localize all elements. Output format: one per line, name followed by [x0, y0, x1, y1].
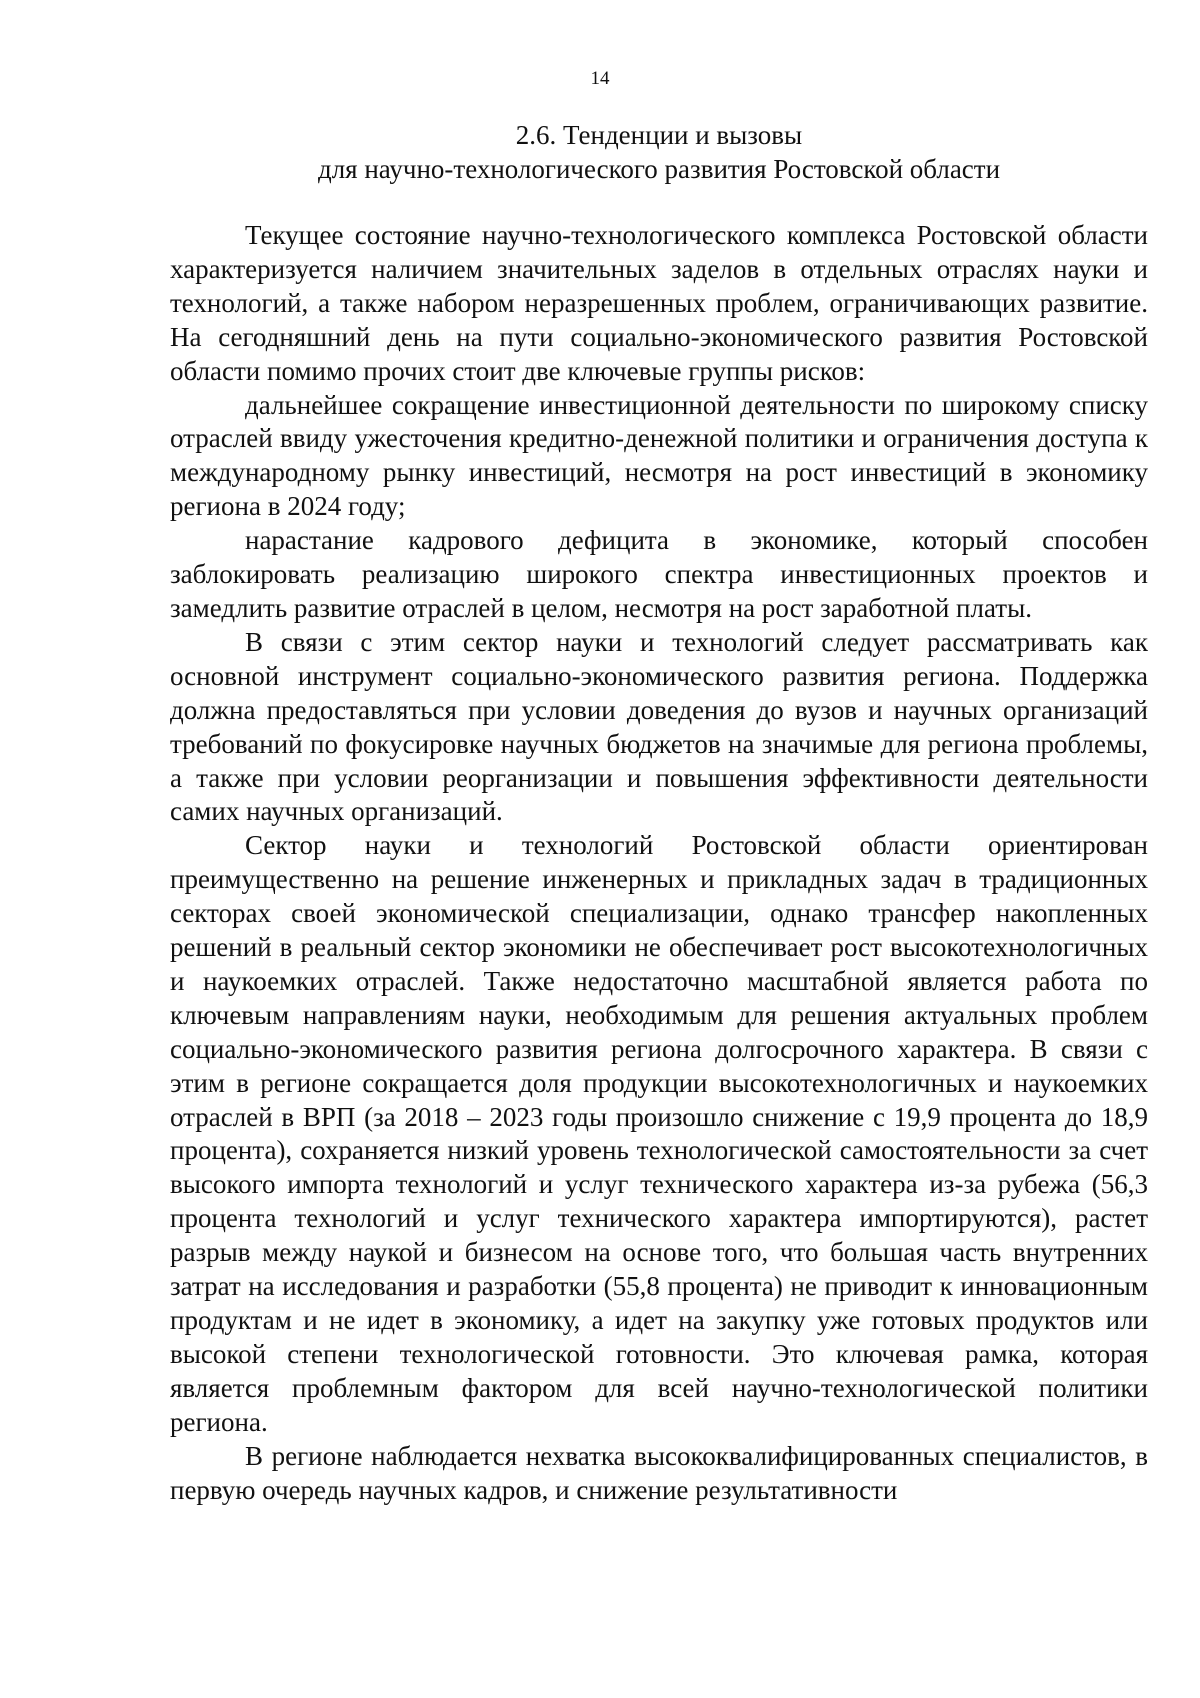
section-heading: [170, 118, 1148, 186]
paragraph-risk-investment: дальнейшее сокращение инвестиционной деятельности по широкому списку отраслей ввиду ужесточения кредитно-денежной политики и ограничения доступа к международному рынку инвестиций, несмотря на рост инвестиций в экономику региона в 2024 году;: [170, 389, 1148, 522]
section-heading-line-2: для научно-технологического развития Ростовской области: [317, 154, 1001, 184]
page-number: 14: [590, 68, 610, 89]
section-heading-line-1: 2.6. Тенденции и вызовы: [515, 120, 803, 150]
paragraph-risk-personnel: нарастание кадрового дефицита в экономике, который способен заблокировать реализацию широкого спектра инвестиционных проектов и замедлить развитие отраслей в целом, несмотря на рост заработной платы.: [170, 525, 1148, 623]
paragraph-science-sector-orientation: Сектор науки и технологий Ростовской области ориентирован преимущественно на решение инженерных и прикладных задач в традиционных секторах своей экономической специализации, однако трансфер накопленных решений в реальный сектор экономики не обеспечивает рост высокотехнологичных и наукоемких отраслей. Также недостаточно масштабной является работа по ключевым направлениям науки, необходимым для решения актуальных проблем социально-экономического развития региона долгосрочного характера. В связи с этим в регионе сокращается доля продукции высокотехнологичных и наукоемких отраслей в ВРП (за 2018 – 2023 годы произошло снижение с 19,9 процента до 18,9 процента), сохраняется низкий уровень технологической самостоятельности за счет высокого импорта технологий и услуг технического характера из-за рубежа (56,3 процента технологий и услуг технического характера импортируются), растет разрыв между наукой и бизнесом на основе того, что большая часть внутренних затрат на исследования и разработки (55,8 процента) не приводит к инновационным продуктам и не идет в экономику, а идет на закупку уже готовых продуктов или высокой степени технологической готовности. Это ключевая рамка, которая является проблемным фактором для всей научно-технологической политики региона.: [170, 830, 1148, 1437]
paragraph-personnel-shortage: В регионе наблюдается нехватка высококвалифицированных специалистов, в первую очередь научных кадров, и снижение результативности: [170, 1440, 1148, 1505]
paragraph-intro: Текущее состояние научно-технологического комплекса Ростовской области характеризуется наличием значительных заделов в отдельных отраслях науки и технологий, а также набором неразрешенных проблем, ограничивающих развитие. На сегодняшний день на пути социально-экономического развития Ростовской области помимо прочих стоит две ключевые группы рисков:: [170, 220, 1148, 386]
body-text: [170, 219, 1148, 1507]
paragraph-science-sector-role: В связи с этим сектор науки и технологий следует рассматривать как основной инструмент социально-экономического развития региона. Поддержка должна предоставляться при условии доведения до вузов и научных организаций требований по фокусировке научных бюджетов на значимые для региона проблемы, а также при условии реорганизации и повышения эффективности деятельности самих научных организаций.: [170, 626, 1148, 827]
